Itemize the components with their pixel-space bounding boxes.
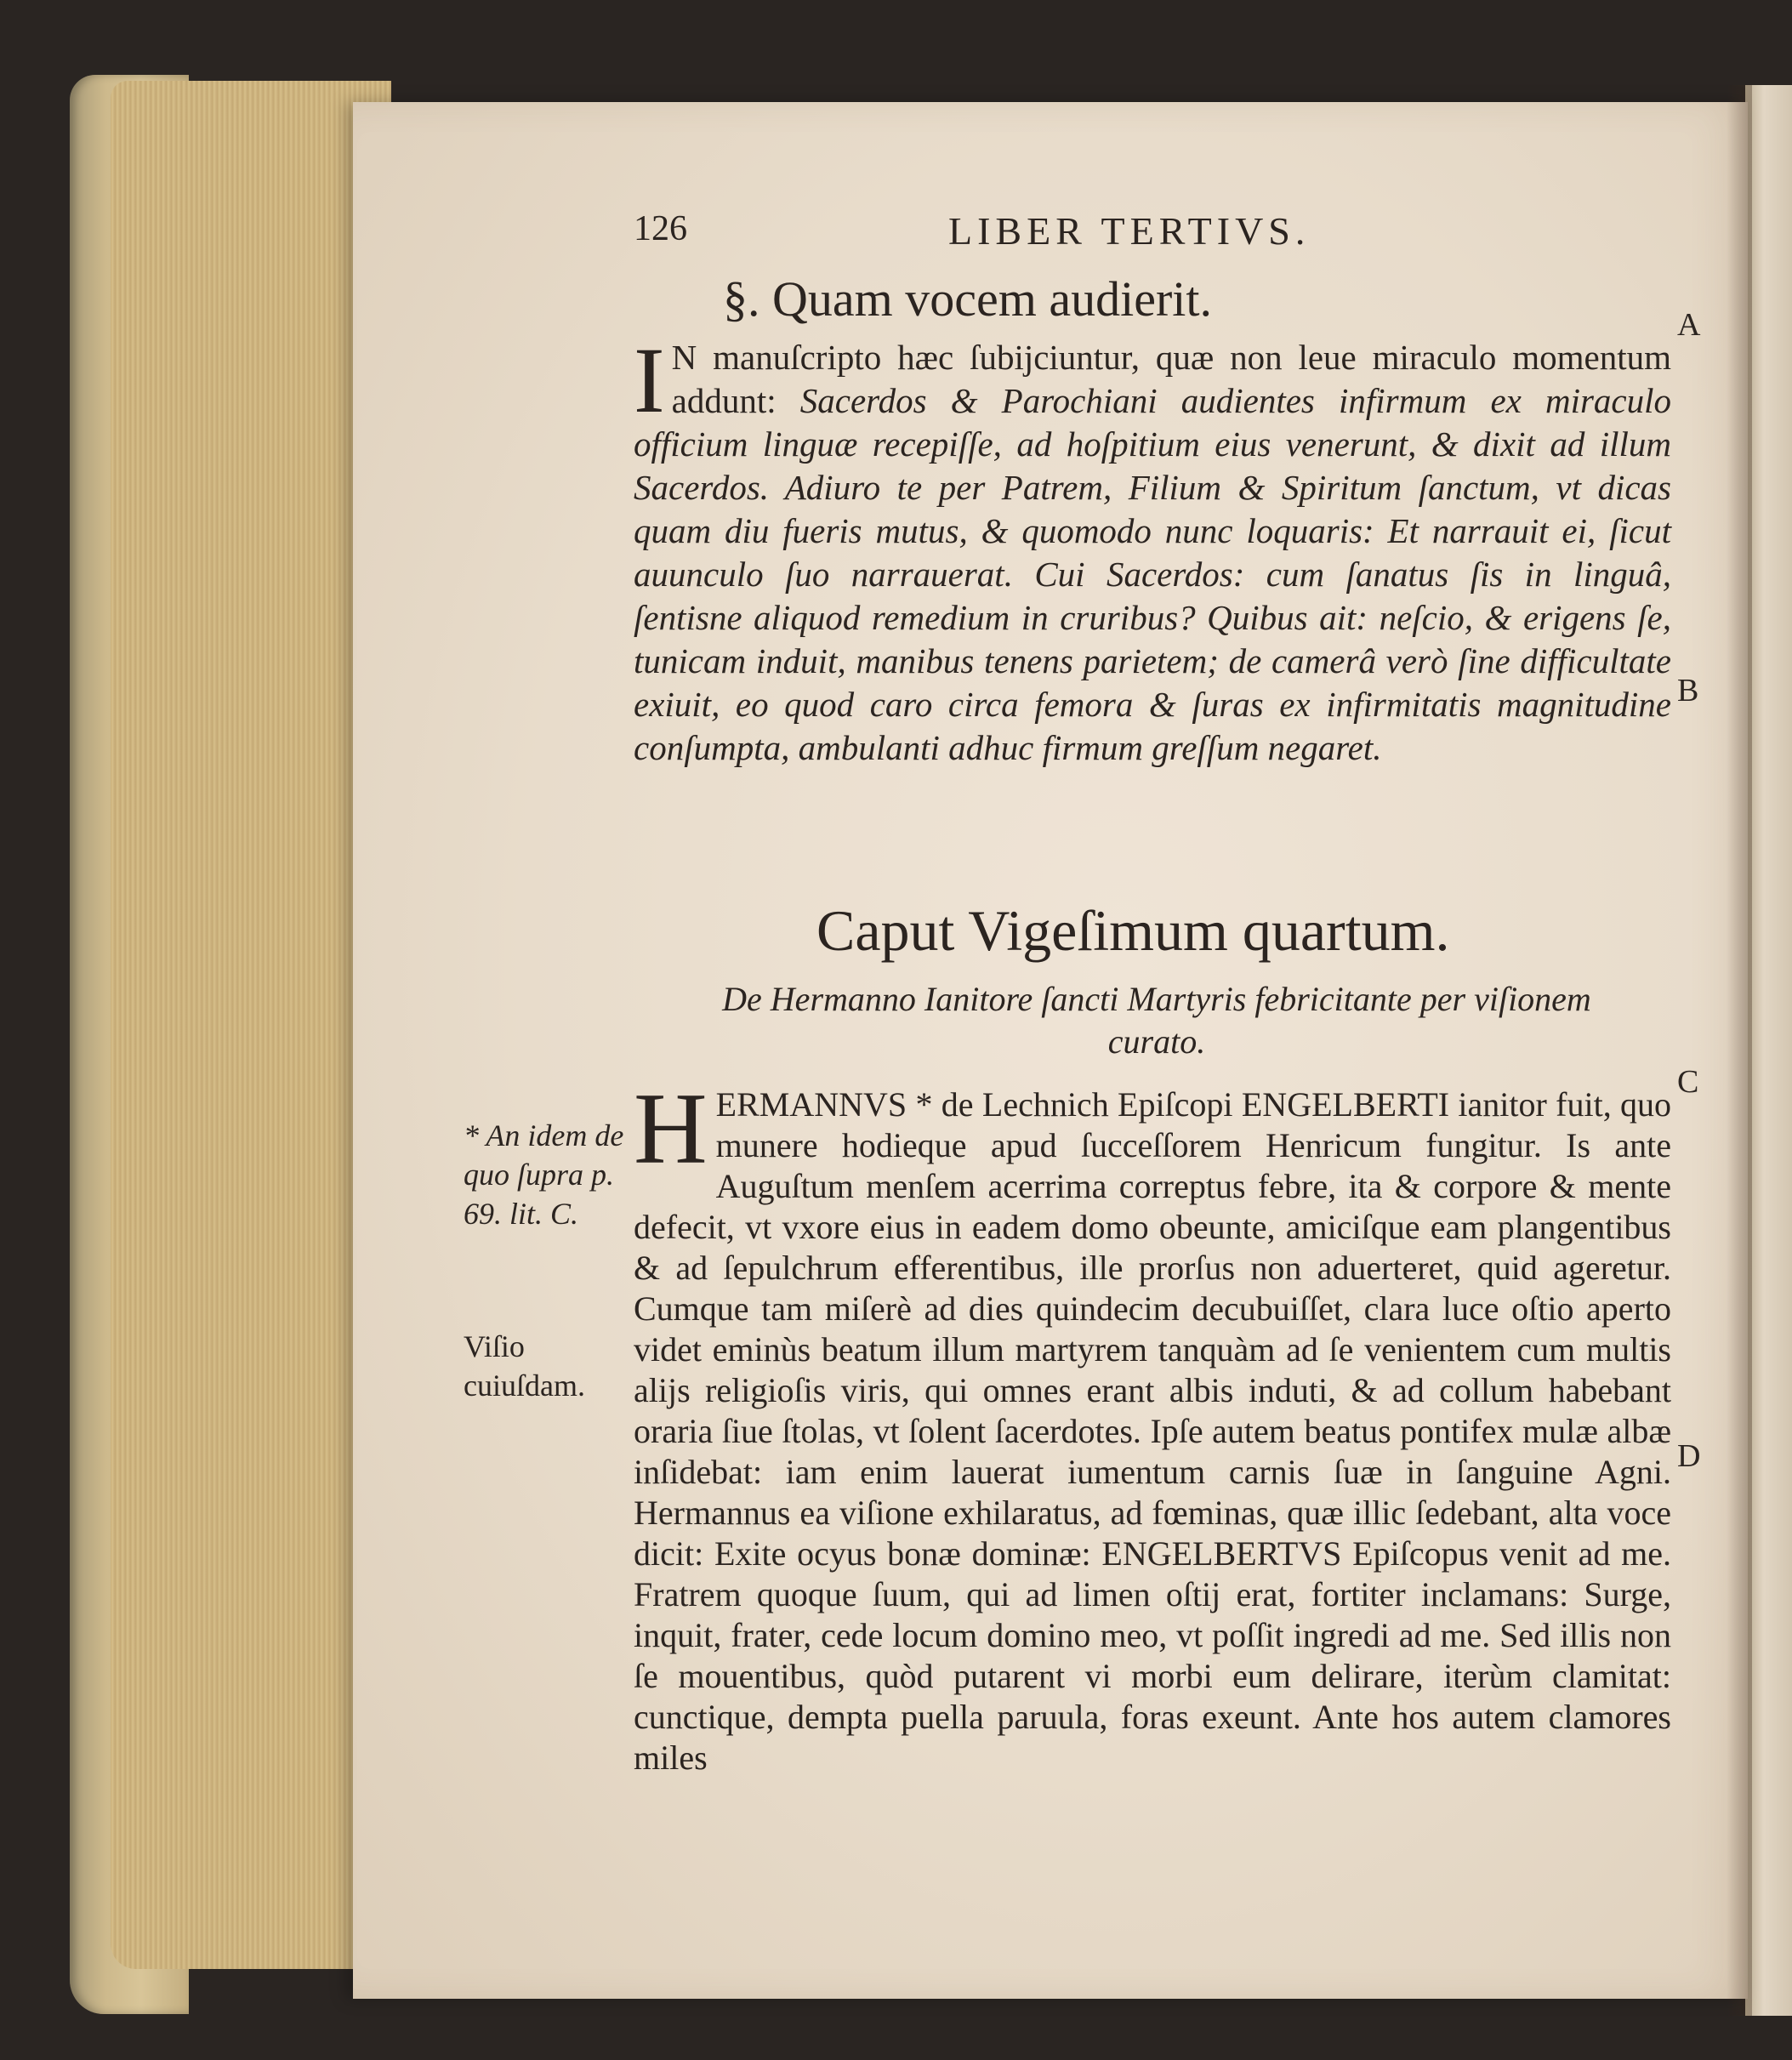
section-letter-c: C (1677, 1064, 1699, 1100)
section-letter-b: B (1677, 673, 1699, 708)
chapter-text-3: Epiſcopus venit ad me. Fratrem quoque ſuum, qui ad limen oſtij erat, fortiter inclamans: Surge, inquit, frater, cede locum domino meo, vt poſſit ingredi ad me. Sed illis non ſe mouentibus, quòd putarent vi morbi eum delirare, iterùm clamitat: cunctique, dempta puella paruula, foras exeunt. Ante hos autem clamores miles (634, 1534, 1671, 1777)
running-head: LIBER TERTIVS. (948, 209, 1311, 253)
chapter-engelbertus: ENGELBERTVS (1101, 1534, 1342, 1573)
gutter-shadow (1727, 85, 1752, 2016)
section-heading: §. Quam vocem audierit. (723, 271, 1212, 327)
section-italic-text: Sacerdos & Parochiani audientes infirmum ex miraculo officium linguæ recepiſſe, ad hoſpitium eius venerunt, & dixit ad illum Sacerdos. Adiuro te per Patrem, Filium & Spiritum ſanctum, vt dicas quam diu fueris mutus, & quomodo nunc loquaris: Et narrauit ei, ſicut auunculo ſuo narrauerat. Cui Sacerdos: cum ſanatus ſis in linguâ, ſentisne aliquod remedium in cruribus? Quibus ait: neſcio, & erigens ſe, tunicam induit, manibus tenens parietem; de camerâ verò ſine difficultate exiuit, eo quod caro circa femora & ſuras ex infirmitatis magnitudine conſumpta, ambulanti adhuc firmum greſſum negaret. (634, 381, 1672, 767)
chapter-subtitle: De Hermanno Ianitore ſancti Martyris febricitante per viſionem curato. (722, 980, 1591, 1061)
margin-note-visio: Viſio cuiuſdam. (464, 1329, 585, 1403)
chapter-name-smallcaps: ERMANNVS (715, 1085, 907, 1124)
section-letter-d: D (1677, 1438, 1701, 1474)
chapter-title: Caput Vigeſimum quartum. (816, 898, 1450, 963)
chapter-body (634, 1072, 1672, 1778)
section-body (634, 328, 1672, 770)
margin-note-reference: * An idem de quo ſupra p. 69. lit. C. (464, 1118, 624, 1231)
chapter-text-1: * de Lechnich Epiſcopi (915, 1085, 1233, 1124)
facing-page-edge (1745, 85, 1792, 2016)
page-number: 126 (634, 209, 687, 248)
section-dropcap: I (634, 328, 665, 432)
chapter-dropcap: H (634, 1072, 708, 1185)
section-roman-intro: N manuſcripto hæc ſubijciuntur, quæ non leue miraculo momentum addunt: (671, 338, 1671, 420)
section-letter-a: A (1677, 307, 1701, 343)
page-block-edges (111, 81, 391, 1969)
chapter-text-2: ianitor fuit, quo munere hodieque apud ſucceſſorem Henricum fungitur. Is ante Auguſtum menſem acerrima correptus febre, ita & corpore & mente defecit, vt vxore eius in eadem domo obeunte, amiciſque eam plangentibus & ad ſepulchrum efferentibus, ille prorſus non aduerteret, quid ageretur. Cumque tam miſerè ad dies quindecim decubuiſſet, clara luce oſtio aperto videt eminùs beatum illum martyrem tanquàm ad ſe venientem cum multis alijs religioſis viris, qui omnes erant albis induti, & ad collum habebant oraria ſiue ſtolas, vt ſolent ſacerdotes. Ipſe autem beatus pontifex mulæ albæ inſidebat: iam enim lauerat iumentum carnis ſuæ in ſanguine Agni. Hermannus ea viſione exhilaratus, ad fœminas, quæ illic ſedebant, alta voce dicit: Exite ocyus bonæ dominæ: (634, 1085, 1672, 1573)
chapter-engelberti: ENGELBERTI (1241, 1085, 1450, 1124)
